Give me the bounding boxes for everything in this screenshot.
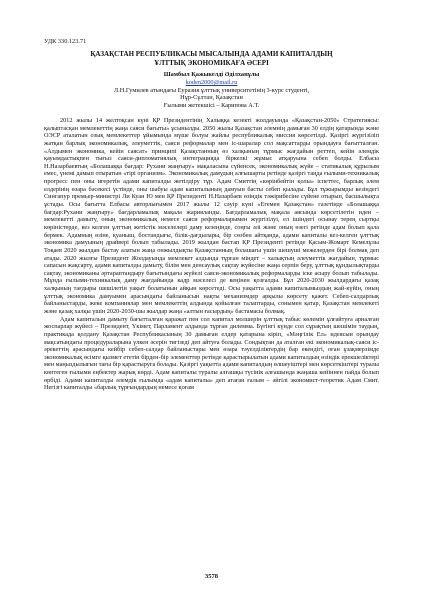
author-affiliation: Л.Н.Гумилев атындағы Еуразия ұлттық университетінің 3-курс студенті, bbox=[113, 86, 310, 94]
article-title bbox=[44, 50, 379, 67]
author-name: Шамбыл Қажыкелді Әділханұлы bbox=[163, 71, 260, 78]
body-paragraph-2: Адам капиталын дамыту бағытталған қаражат пен сол капитал молшерін ұлттық табыс көлемін ұлғайтуға арналған жоспарлар жүйесі – Президент, Үкімет, Парламент алдында тұрған дилемма. Бүгінгі күнде сол сұрақтың шешімін таудың, практикада қолдану Қазақстан Республикасының 30 дамыған елдер қатарына кіріп, «Мәңгілік Ел» идеясын орындау мақсатындағы процедураларына үлкен әсерін тигізеді деп айтуға болады. Сондықтан да аталған екі экономикалық-саяси іс-әрекеттің арасындағы кейбір себеп-салдар байланыстары мен өзара тәуелділіктердің бар екендігі, оған ұзақмерзімде экономикалық өсімге қызмет ететін бірден-бір элементтер ретінде қарастырылатын адами капиталдың өзіндік ерекшеліктері мен маңыздылығын тағы бір қарастыруға болады. Қазіргі уақытта адами капиталдың өлшеуіштері мен көрсеткіштері туралы көптеген ғылыми еңбектер жарық көрді. Адам капиталы туралы алғашқы түсінік алғашында жаңаша кейіннен пайда болып өрбіді. Адами капиталды әлемдік ғылымда «адам капиталы» деп атаған ғалым – әйгілі экономист-теоретик Адам Смит. Негізгі капиталды «барлық тұрғындардың немесе қоғам bbox=[44, 315, 379, 392]
title-line-2: ҰЛТТЫҚ ЭКОНОМИКАҒА ӘСЕРІ bbox=[154, 58, 269, 67]
author-city: Нұр-Сұлтан, Қазақстан bbox=[180, 94, 243, 102]
udk-code: УДК 330.123.71 bbox=[44, 38, 87, 45]
author-supervisor: Ғылыми жетекшісі – Карипова А.Т. bbox=[163, 102, 260, 110]
title-line-1: ҚАЗАҚСТАН РЕСПУБЛИКАСЫ МЫСАЛЫНДА АДАМИ КАПИТАЛДЫҢ bbox=[90, 50, 333, 58]
body-paragraph-1: 2012 жылы 14 желтоқсан күні ҚР Президентінің Халыққа кезекті жолдауында «Қазақстан-2050» Стратегиясы: қалыптасқан мемлекеттің жаңа саяси бағыты» ұсынылды. 2050 жылы Қазақстан әлемнің дамыған 30 елдің қатарында және ОЭСР аталатын озық мемлекеттер ұйымында мүше болуы жайлы республикалық миссия көрсетілді. Қазіргі жүргізіліп жатқан барлық экономикалық, әлеуметтік, саяси реформалар мен іс-шаралар сол мақсаттарды орындауға бағытталған. «Алдымен экономика, кейін саясат» принципі Қазақстанның өз халқының тұрмыс жағдайын реттеп, кейін әлемдік қауымдастықпен тығыз саяси-дипломатиялық интеграцияда біркелкі жұмыс атқаруына себеп болды. Елбасы Н.Назарбаевтың «Болашаққа бағдар: Рухани жаңғыру» мақаласына сүйенсек, экономикалық жүйе – статикалық құрылым емес, үнемі дамып отыратын «тірі организм». Экономикалық дамудың алғышарты ретінде қазіргі таңда ғылыми-техникалық прогресс пен оны игеретін адами капиталды жетілдіру тұр. Адам Смиттің «көрінбейтін қолы» іспеттес, барлық әлем елдерінің өзара бәсекесі үстінде, оны шабуы адам капиталының дамуын басты себеп қылады. Бұл тұжырымды кезіндегі Сингапур премьер-министрі Ли Куан Ю мен ҚР Президенті Н.Назарбаев өзіндік тәжірибесіне сүйене отырып, басшылықта ұстады. Осы бағытта Елбасы авторлығымен 2017 жылы 12 сәуір күні «Егемен Қазақстан» газетінде «Болашаққа бағдар:Рухани жаңғыру» бағдарламалық мақала жарияланды. Бағдарламалық мақала аясында көрсетілетін идеи – мемлекетті дамыту, оның экономикалық немесе саяси реформаларымен жүргізілуі, ел ішіндегі осынау терең сыртқы көріністерде, кез келген ұлттың жетістік мәселелері даму кезеңінде, соңғы әлі және оның өзегі ретінде адам болып қала бермек. Адамның өзіне, қуаныш, бостандығы, білік-дағдылары, бір сөзбен айтқанда, адами капиталы кез-келген ұлттық экономика дамуының драйвері болып табылады. 2019 жылдан бастап ҚР Президенті ретінде Қасым-Жомарт Кемелұлы Тоқаев 2020 жылдан бастау алатын жаңа онжылдықты Қазақстанның болашағы үшін шешуші межелерден бірі болмақ деп атады. 2020 жылғы Президент Жолдауында мемлекет алдында тұрған міндет – халықтың әлеуметтік жағдайын, тұрмыс сапасын жақсарту, адами капиталды дамыту, білім мен денсаулық сақтау жүйесіне жаңа серпін беру, ұлттық құндылықтарды сақтау, экономиканы әртараптандыру бағытындағы жүйелі саяси-экономикалық реформаларды іске асыру болып табылады. Мұнда ғылыми-техникалық даму жағдайында кадр мәселесі де кеңінен қозғалды. Бұл 2020-2030 жылдардағы қазақ халқының тағдыры шешілетін уақыт болатынын айқын көрсетеді. Осы уақытта адами капиталымыздың жай-күйін, оның ұлттық экономика дамуымен арасындағы байланысын нақты механизмдер арқылы көрсету қажет. Себеп-салдарлық байланыстарды, жеке компаниялар мен мемлекеттің алдында қойылған талаптарды, сонымен қатар, Қазақстан мемлекеті және қазақ халқы үшін 2020-2030-шы жылдар жаңа «алтын ғасырдың» бастамасы болмақ. bbox=[44, 116, 379, 315]
article-body bbox=[44, 117, 379, 392]
author-block bbox=[44, 71, 379, 110]
page-number: 3578 bbox=[205, 573, 218, 580]
author-email-link[interactable]: koden2000@mail.ru bbox=[185, 78, 238, 86]
